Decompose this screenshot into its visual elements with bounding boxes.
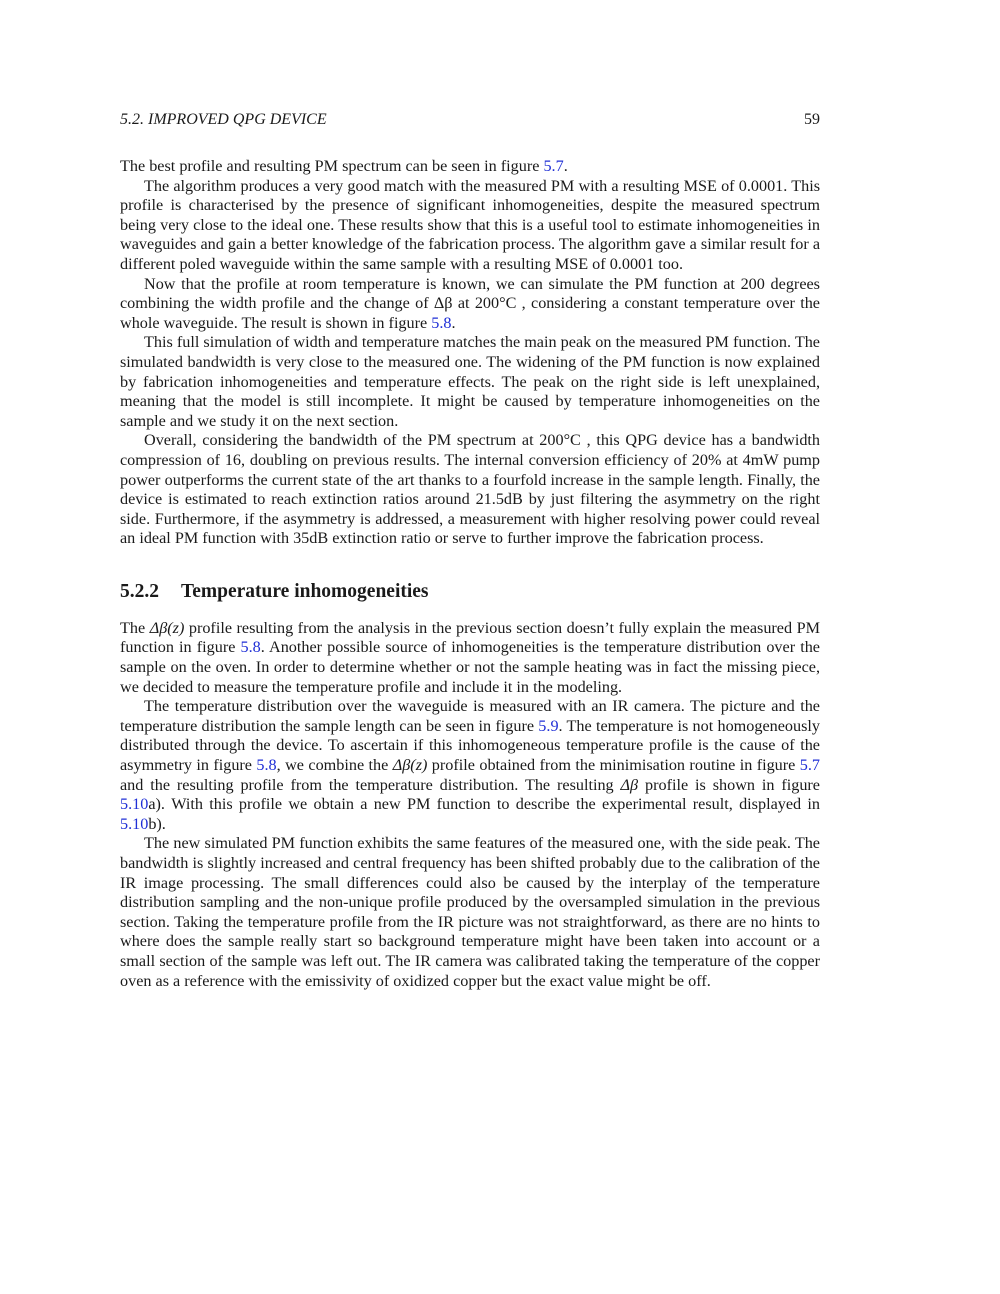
math-delta-beta-z: Δβ(z) <box>392 756 428 775</box>
math-delta-beta-z: Δβ(z) <box>149 618 185 637</box>
figure-link-5-9[interactable]: 5.9 <box>538 716 559 735</box>
paragraph-algorithm-match: The algorithm produces a very good match with the measured PM with a resulting MSE of 0.0001. This profile is characterised by the presence of significant inhomogeneities, despite the measured spectrum being very close to the ideal one. These results show that this is a useful tool to estimate inhomogeneities in waveguides and gain a better knowledge of the fabrication process. The algorithm gave a similar result for a different poled waveguide within the same sample with a resulting MSE of 0.0001 too. <box>120 176 821 273</box>
figure-link-5-8[interactable]: 5.8 <box>256 756 277 775</box>
text-run: The <box>120 618 150 637</box>
text-run: . <box>563 157 568 175</box>
paragraph-overall: Overall, considering the bandwidth of the PM spectrum at 200°C , this QPG device has a bandwidth compression of 16, doubling on previous results. The internal conversion efficiency of 20% at 4mW pump power outperforms the current state of the art thanks to a fourfold increase in the sample length. Finally, the device is estimated to reach extinction ratios around 21.5dB by just filtering the asymmetry on the right side. Furthermore, if the asymmetry is addressed, a measurement with higher resolving power could reveal an ideal PM function with 35dB extinction ratio or serve to further improve the fabrication process. <box>120 431 820 548</box>
page-body <box>120 110 820 991</box>
running-header <box>120 110 820 130</box>
paragraph-room-temperature <box>120 275 820 334</box>
figure-link-5-10[interactable]: 5.10 <box>120 814 149 833</box>
figure-link-5-10[interactable]: 5.10 <box>120 795 149 814</box>
figure-link-5-7[interactable]: 5.7 <box>799 756 820 775</box>
paragraph-full-simulation: This full simulation of width and temperature matches the main peak on the measured PM function. The simulated bandwidth is very close to the measured one. The widening of the PM function is now explained by fabrication inhomogeneities and temperature effects. The peak on the right side is left unexplained, meaning that the model is still incomplete. It might be caused by temperature inhomogeneities on the sample and we study it on the next section. <box>120 333 820 430</box>
text-run: profile is shown in figure <box>638 775 820 794</box>
text-run: . Another possible source of inhomogeneities is the temperature distribution over the sample on the oven. In order to determine whether or not the sample heating was in fact the missing piece, we decided to measure the temperature profile and include it in the modeling. <box>120 638 820 696</box>
paragraph-ir-camera <box>120 697 820 834</box>
section-number: 5.2.2 <box>120 580 159 602</box>
section-heading <box>120 580 820 604</box>
text-run: a). With this profile we obtain a new PM function to describe the experimental result, displayed in <box>148 795 820 814</box>
text-run: . <box>451 313 456 332</box>
text-run: and the resulting profile from the temperature distribution. The resulting <box>120 775 621 794</box>
paragraph-new-simulated: The new simulated PM function exhibits the same features of the measured one, with the side peak. The bandwidth is slightly increased and central frequency has been shifted probably due to the calibration of the IR image processing. The small differences could also be caused by the interplay of the temperature distribution sampling and the non-unique profile produced by the oversampled simulation in the previous section. Taking the temperature profile from the IR picture was not straightforward, as there are no hints to where does the sample really start so background temperature might have been taken into account or a small section of the sample was left out. The IR camera was calibrated taking the temperature of the copper oven as a reference with the emissivity of oxidized copper but the exact value might be off. <box>120 834 820 990</box>
text-run: The temperature distribution over the waveguide is measured with an IR camera. The picture and the temperature distribution the sample length can be seen in figure <box>120 697 820 735</box>
paragraph-delta-beta-profile <box>120 619 820 697</box>
math-delta-beta: Δβ <box>620 775 639 794</box>
section-title: Temperature inhomogeneities <box>181 580 429 602</box>
text-run: The best profile and resulting PM spectrum can be seen in figure <box>120 157 544 175</box>
figure-link-5-8[interactable]: 5.8 <box>431 313 452 332</box>
text-run: b). <box>148 814 166 833</box>
figure-link-5-7[interactable]: 5.7 <box>543 157 564 175</box>
text-run: . The temperature is not homogeneously distributed through the device. To ascertain if this inhomogeneous temperature profile is the cause of the asymmetry in figure <box>120 716 820 775</box>
paragraph-best-profile <box>120 157 820 177</box>
text-run: profile obtained from the minimisation routine in figure <box>427 756 800 775</box>
text-run: profile resulting from the analysis in the previous section doesn’t fully explain the measured PM function in figure <box>120 618 820 657</box>
running-header-title: 5.2. IMPROVED QPG DEVICE <box>120 111 327 128</box>
text-run: , we combine the <box>276 756 393 775</box>
text-run: Now that the profile at room temperature is known, we can simulate the PM function at 200 degrees combining the width profile and the change of Δβ at 200°C , considering a constant temperature over the whole waveguide. The result is shown in figure <box>120 274 820 332</box>
figure-link-5-8[interactable]: 5.8 <box>240 638 261 657</box>
page-number: 59 <box>804 111 820 128</box>
